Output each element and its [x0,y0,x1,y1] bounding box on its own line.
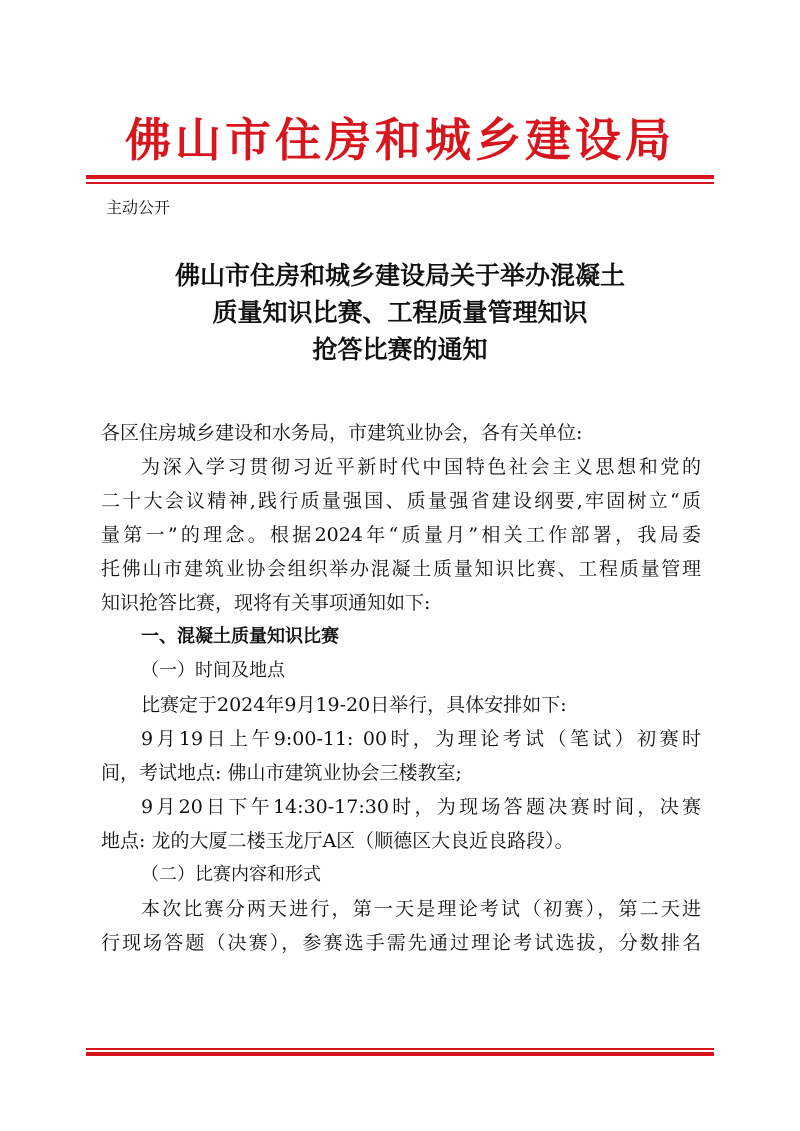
footer-rule-thick [86,1052,714,1056]
disclosure-label: 主动公开 [106,198,171,217]
subsection-1-heading: （一）时间及地点 [141,660,285,681]
schedule-line: 比赛定于2024年9月19-20日举行，具体安排如下: [141,694,567,716]
title-line-1: 佛山市住房和城乡建设局关于举办混凝土 [174,261,625,290]
day1-line-2: 间，考试地点: 佛山市建筑业协会三楼教室; [101,762,462,784]
content-line-2: 行现场答题（决赛），参赛选手需先通过理论考试选拔，分数排名 [101,932,701,954]
footer-rule-thin [86,1048,714,1050]
day1-line-1: 9月19日上午9:00-11: 00时，为理论考试（笔试）初赛时 [141,728,701,750]
day2-line-1: 9月20日下午14:30-17:30时，为现场答题决赛时间，决赛 [141,796,701,818]
intro-line-5: 知识抢答比赛，现将有关事项通知如下: [101,592,431,614]
intro-line-3: 量第一”的理念。根据2024年“质量月”相关工作部署，我局委 [101,524,701,546]
day2-line-2: 地点: 龙的大厦二楼玉龙厅A区（顺德区大良近良路段）。 [101,830,574,852]
title-line-2: 质量知识比赛、工程质量管理知识 [212,298,588,327]
header-rule-thick [86,175,714,179]
subsection-2-heading: （二）比赛内容和形式 [141,864,321,885]
organization-header: 佛山市住房和城乡建设局 [125,113,675,167]
content-line-1: 本次比赛分两天进行，第一天是理论考试（初赛），第二天进 [141,898,701,920]
title-line-3: 抢答比赛的通知 [312,335,488,364]
addressee-line: 各区住房城乡建设和水务局，市建筑业协会，各有关单位: [101,422,583,444]
document-body [101,416,701,960]
header-rule-thin [86,182,714,184]
document-title [100,257,700,368]
intro-line-4: 托佛山市建筑业协会组织举办混凝土质量知识比赛、工程质量管理 [101,558,701,580]
section-1-heading: 一、混凝土质量知识比赛 [141,626,339,647]
intro-line-1: 为深入学习贯彻习近平新时代中国特色社会主义思想和党的 [141,456,701,478]
intro-line-2: 二十大会议精神,践行质量强国、质量强省建设纲要,牢固树立“质 [101,490,701,512]
